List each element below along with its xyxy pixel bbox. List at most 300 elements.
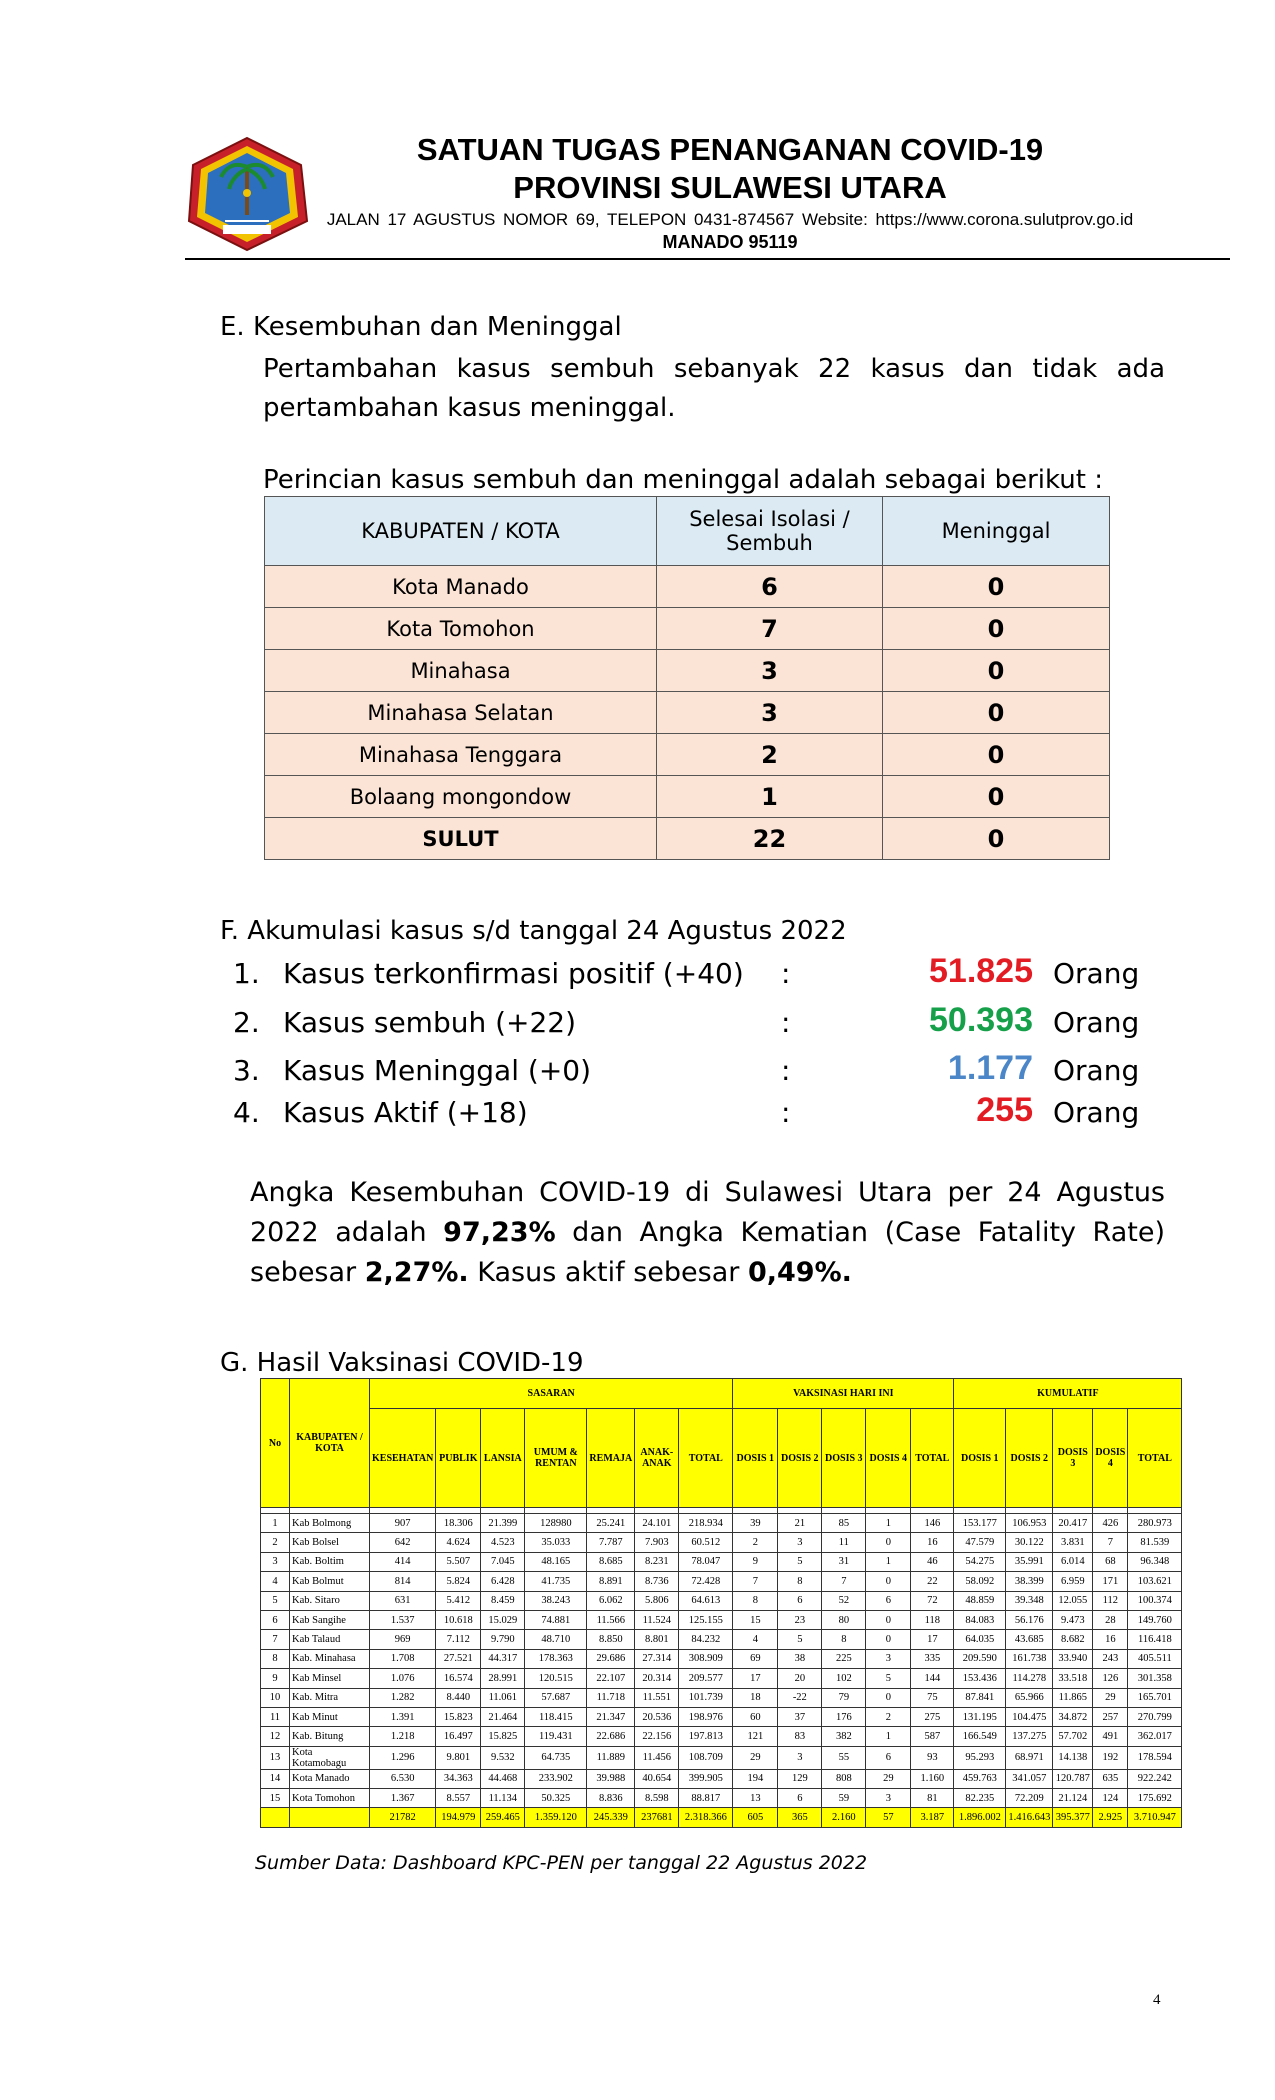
- table-cell: 21.399: [481, 1514, 525, 1533]
- table-total-row: [261, 1808, 1182, 1827]
- table-cell: 74.881: [525, 1610, 587, 1629]
- table-cell: 6: [778, 1591, 822, 1610]
- table-cell: 1.160: [911, 1769, 954, 1788]
- table-cell: 10: [261, 1688, 290, 1707]
- table-cell: 104.475: [1006, 1707, 1053, 1726]
- table-cell: 3.831: [1053, 1533, 1093, 1552]
- region-name: Kab Bolmut: [290, 1572, 370, 1591]
- table-cell: 34.363: [436, 1769, 481, 1788]
- total-cell: [261, 1808, 290, 1827]
- table-cell: 1.296: [370, 1746, 436, 1769]
- table-row: [265, 776, 1110, 818]
- table-cell: 3: [866, 1649, 911, 1668]
- table-cell: 29.686: [587, 1649, 635, 1668]
- table-cell: 8.557: [436, 1789, 481, 1808]
- table-row: [261, 1514, 1182, 1533]
- table-cell: 178.363: [525, 1649, 587, 1668]
- table-row: [261, 1610, 1182, 1629]
- deaths-value: 1.177: [947, 1049, 1033, 1087]
- table-row: [261, 1769, 1182, 1788]
- table-cell: 1: [866, 1727, 911, 1746]
- region-name: Kab. Mitra: [290, 1688, 370, 1707]
- group-sasaran: SASARAN: [370, 1379, 733, 1409]
- table-cell: 9: [733, 1552, 778, 1571]
- table-cell: 16: [1093, 1630, 1128, 1649]
- table-cell: 166.549: [954, 1727, 1006, 1746]
- active-value: 255: [976, 1091, 1033, 1129]
- table-row: [261, 1649, 1182, 1668]
- table-cell: 153.436: [954, 1669, 1006, 1688]
- table-cell: 120.515: [525, 1669, 587, 1688]
- table-cell: 64.035: [954, 1630, 1006, 1649]
- table-cell: 1.076: [370, 1669, 436, 1688]
- para-text: Angka Kesembuhan COVID-19 di Sulawesi Utara per 24 Agustus 2022 adalah: [250, 1177, 1165, 1248]
- section-f-heading: F. Akumulasi kasus s/d tanggal 24 Agustus 2022: [220, 916, 847, 946]
- table-cell: 44.468: [481, 1769, 525, 1788]
- item-label: Kasus Aktif (+18): [283, 1096, 528, 1129]
- table-cell: 7: [733, 1572, 778, 1591]
- region-name: Kab. Boltim: [290, 1552, 370, 1571]
- case-item: [233, 952, 1140, 997]
- table-cell: 11.551: [635, 1688, 679, 1707]
- sub-header: ANAK-ANAK: [635, 1409, 679, 1508]
- table-cell: 48.859: [954, 1591, 1006, 1610]
- table-cell: 83: [778, 1727, 822, 1746]
- recovery-death-table: [264, 496, 1110, 860]
- table-cell: 8.231: [635, 1552, 679, 1571]
- item-label: Kasus sembuh (+22): [283, 1006, 577, 1039]
- table-cell: 5.806: [635, 1591, 679, 1610]
- region-name: Minahasa Tenggara: [265, 734, 657, 776]
- table-cell: 17: [733, 1669, 778, 1688]
- table-row: [261, 1789, 1182, 1808]
- table-cell: 5: [778, 1630, 822, 1649]
- table-cell: 126: [1093, 1669, 1128, 1688]
- table-cell: 46: [911, 1552, 954, 1571]
- table-cell: 9: [261, 1669, 290, 1688]
- table-cell: 7.112: [436, 1630, 481, 1649]
- table-cell: 120.787: [1053, 1769, 1093, 1788]
- total-cell: 237681: [635, 1808, 679, 1827]
- table-cell: 79: [822, 1688, 866, 1707]
- table-cell: 587: [911, 1727, 954, 1746]
- table-cell: 41.735: [525, 1572, 587, 1591]
- table-cell: 52: [822, 1591, 866, 1610]
- sub-header: TOTAL: [1128, 1409, 1182, 1508]
- table-cell: 118.415: [525, 1707, 587, 1726]
- table-row: [261, 1572, 1182, 1591]
- col-header-kabupaten: KABUPATEN / KOTA: [265, 497, 657, 566]
- table-cell: 7: [1093, 1533, 1128, 1552]
- table-row: [261, 1727, 1182, 1746]
- table-cell: 8.598: [635, 1789, 679, 1808]
- item-label: Kasus Meninggal (+0): [283, 1054, 592, 1087]
- region-name: Bolaang mongondow: [265, 776, 657, 818]
- table-cell: 5.824: [436, 1572, 481, 1591]
- table-cell: 23: [778, 1610, 822, 1629]
- table-cell: 59: [822, 1789, 866, 1808]
- total-cell: 365: [778, 1808, 822, 1827]
- table-cell: 65.966: [1006, 1688, 1053, 1707]
- table-cell: 35.991: [1006, 1552, 1053, 1571]
- item-number: 3.: [233, 1054, 260, 1087]
- table-cell: 16.497: [436, 1727, 481, 1746]
- table-cell: 11.889: [587, 1746, 635, 1769]
- table-cell: 4: [261, 1572, 290, 1591]
- table-cell: 4: [733, 1630, 778, 1649]
- table-cell: 25.241: [587, 1514, 635, 1533]
- table-cell: 44.317: [481, 1649, 525, 1668]
- table-cell: 3: [866, 1789, 911, 1808]
- table-cell: 9.801: [436, 1746, 481, 1769]
- table-cell: 29: [1093, 1688, 1128, 1707]
- table-cell: 80: [822, 1610, 866, 1629]
- table-cell: 1.537: [370, 1610, 436, 1629]
- col-kabupaten: KABUPATEN / KOTA: [290, 1379, 370, 1508]
- total-cell: 3.187: [911, 1808, 954, 1827]
- section-e-intro: Perincian kasus sembuh dan meninggal adalah sebagai berikut :: [263, 465, 1103, 495]
- table-cell: 15: [733, 1610, 778, 1629]
- fatality-rate: 2,27%.: [364, 1257, 469, 1288]
- confirmed-value: 51.825: [929, 952, 1033, 990]
- table-cell: 1.218: [370, 1727, 436, 1746]
- active-rate: 0,49%.: [747, 1257, 852, 1288]
- table-cell: 20.314: [635, 1669, 679, 1688]
- table-cell: 8.891: [587, 1572, 635, 1591]
- table-cell: 3: [778, 1533, 822, 1552]
- table-cell: 9.532: [481, 1746, 525, 1769]
- total-cell: 2.925: [1093, 1808, 1128, 1827]
- table-cell: 21.124: [1053, 1789, 1093, 1808]
- table-cell: 8: [261, 1649, 290, 1668]
- table-cell: 1.708: [370, 1649, 436, 1668]
- table-cell: 27.521: [436, 1649, 481, 1668]
- table-cell: 96.348: [1128, 1552, 1182, 1571]
- sub-header: DOSIS 3: [822, 1409, 866, 1508]
- table-cell: 87.841: [954, 1688, 1006, 1707]
- table-cell: 114.278: [1006, 1669, 1053, 1688]
- table-cell: 34.872: [1053, 1707, 1093, 1726]
- table-cell: 13: [261, 1746, 290, 1769]
- table-cell: 459.763: [954, 1769, 1006, 1788]
- table-cell: 491: [1093, 1727, 1128, 1746]
- table-cell: 8.850: [587, 1630, 635, 1649]
- region-name: Kab. Minahasa: [290, 1649, 370, 1668]
- table-cell: 5: [261, 1591, 290, 1610]
- table-cell: 382: [822, 1727, 866, 1746]
- table-cell: 8.459: [481, 1591, 525, 1610]
- table-cell: 1: [866, 1552, 911, 1571]
- table-cell: 165.701: [1128, 1688, 1182, 1707]
- table-cell: 399.905: [679, 1769, 733, 1788]
- table-cell: 21.464: [481, 1707, 525, 1726]
- table-cell: 12.055: [1053, 1591, 1093, 1610]
- region-name: Kab Bolmong: [290, 1514, 370, 1533]
- table-cell: 102: [822, 1669, 866, 1688]
- table-cell: 60.512: [679, 1533, 733, 1552]
- sub-header: DOSIS 1: [954, 1409, 1006, 1508]
- sub-header: TOTAL: [679, 1409, 733, 1508]
- para-text: Kasus aktif sebesar: [468, 1257, 748, 1288]
- table-cell: 48.710: [525, 1630, 587, 1649]
- table-cell: 7.787: [587, 1533, 635, 1552]
- col-no: No: [261, 1379, 290, 1508]
- total-recovered: 22: [657, 818, 883, 860]
- section-e-paragraph: Pertambahan kasus sembuh sebanyak 22 kasus dan tidak ada pertambahan kasus meninggal.: [263, 354, 1165, 423]
- table-cell: 72: [911, 1591, 954, 1610]
- table-cell: 12: [261, 1727, 290, 1746]
- table-cell: 8.682: [1053, 1630, 1093, 1649]
- table-cell: 13: [733, 1789, 778, 1808]
- sub-header: DOSIS 1: [733, 1409, 778, 1508]
- table-cell: 78.047: [679, 1552, 733, 1571]
- table-cell: 6.428: [481, 1572, 525, 1591]
- table-cell: 11.524: [635, 1610, 679, 1629]
- table-cell: 0: [866, 1610, 911, 1629]
- table-cell: 39.988: [587, 1769, 635, 1788]
- table-cell: 6: [866, 1746, 911, 1769]
- region-name: Kab Sangihe: [290, 1610, 370, 1629]
- table-cell: 15.825: [481, 1727, 525, 1746]
- table-cell: 38.243: [525, 1591, 587, 1610]
- table-cell: 8.440: [436, 1688, 481, 1707]
- table-cell: 14: [261, 1769, 290, 1788]
- table-cell: 146: [911, 1514, 954, 1533]
- table-cell: 1.367: [370, 1789, 436, 1808]
- table-cell: 39.348: [1006, 1591, 1053, 1610]
- table-row: [265, 692, 1110, 734]
- table-cell: 118: [911, 1610, 954, 1629]
- item-unit: Orang: [1053, 1096, 1140, 1129]
- sub-header: DOSIS 4: [866, 1409, 911, 1508]
- table-cell: 7: [261, 1630, 290, 1649]
- table-cell: 8.736: [635, 1572, 679, 1591]
- vaccination-table: [260, 1378, 1182, 1828]
- item-colon: :: [781, 957, 791, 990]
- table-cell: 7.903: [635, 1533, 679, 1552]
- table-cell: 922.242: [1128, 1769, 1182, 1788]
- table-cell: 10.618: [436, 1610, 481, 1629]
- table-cell: 5: [778, 1552, 822, 1571]
- table-cell: 22.156: [635, 1727, 679, 1746]
- table-cell: 225: [822, 1649, 866, 1668]
- table-row: [265, 734, 1110, 776]
- table-cell: 9.473: [1053, 1610, 1093, 1629]
- table-cell: 144: [911, 1669, 954, 1688]
- table-cell: 171: [1093, 1572, 1128, 1591]
- table-cell: 68.971: [1006, 1746, 1053, 1769]
- header-city: MANADO 95119: [662, 232, 798, 252]
- table-cell: 11.865: [1053, 1688, 1093, 1707]
- table-cell: 14.138: [1053, 1746, 1093, 1769]
- table-cell: 95.293: [954, 1746, 1006, 1769]
- table-cell: 31: [822, 1552, 866, 1571]
- total-cell: 1.416.643: [1006, 1808, 1053, 1827]
- provincial-logo: [185, 135, 310, 253]
- table-cell: 35.033: [525, 1533, 587, 1552]
- table-cell: 0: [866, 1533, 911, 1552]
- table-cell: 64.613: [679, 1591, 733, 1610]
- table-cell: 103.621: [1128, 1572, 1182, 1591]
- total-cell: 21782: [370, 1808, 436, 1827]
- table-cell: 15: [261, 1789, 290, 1808]
- sub-header: PUBLIK: [436, 1409, 481, 1508]
- total-cell: 2.318.366: [679, 1808, 733, 1827]
- table-cell: 6.959: [1053, 1572, 1093, 1591]
- table-cell: 8.801: [635, 1630, 679, 1649]
- table-cell: 129: [778, 1769, 822, 1788]
- death-count: 0: [883, 692, 1110, 734]
- table-cell: 18: [733, 1688, 778, 1707]
- table-cell: 2: [261, 1533, 290, 1552]
- item-colon: :: [781, 1054, 791, 1087]
- table-cell: 1: [261, 1514, 290, 1533]
- table-cell: 176: [822, 1707, 866, 1726]
- table-cell: 81.539: [1128, 1533, 1182, 1552]
- table-cell: 125.155: [679, 1610, 733, 1629]
- item-number: 2.: [233, 1006, 260, 1039]
- table-cell: 17: [911, 1630, 954, 1649]
- table-cell: 57.687: [525, 1688, 587, 1707]
- table-cell: 128980: [525, 1514, 587, 1533]
- sub-header: KESEHATAN: [370, 1409, 436, 1508]
- item-unit: Orang: [1053, 957, 1140, 990]
- table-row: [261, 1552, 1182, 1571]
- table-cell: 84.083: [954, 1610, 1006, 1629]
- table-cell: 233.902: [525, 1769, 587, 1788]
- item-number: 4.: [233, 1096, 260, 1129]
- sub-header: DOSIS 4: [1093, 1409, 1128, 1508]
- data-source-note: Sumber Data: Dashboard KPC-PEN per tanggal 22 Agustus 2022: [255, 1852, 868, 1874]
- sub-header: LANSIA: [481, 1409, 525, 1508]
- group-kumulatif: KUMULATIF: [954, 1379, 1182, 1409]
- table-cell: 9.790: [481, 1630, 525, 1649]
- table-cell: 405.511: [1128, 1649, 1182, 1668]
- table-cell: 7: [822, 1572, 866, 1591]
- table-cell: 4.523: [481, 1533, 525, 1552]
- table-cell: 635: [1093, 1769, 1128, 1788]
- page-number: 4: [1153, 1992, 1161, 2008]
- region-name: Minahasa Selatan: [265, 692, 657, 734]
- table-cell: 28.991: [481, 1669, 525, 1688]
- region-name: Minahasa: [265, 650, 657, 692]
- group-hari-ini: VAKSINASI HARI INI: [733, 1379, 954, 1409]
- para-text: dan Angka Kematian (Case Fatality Rate) sebesar: [250, 1217, 1165, 1288]
- total-cell: 1.359.120: [525, 1808, 587, 1827]
- case-item: [233, 1001, 1140, 1046]
- table-cell: 11: [261, 1707, 290, 1726]
- region-name: Kota Tomohon: [265, 608, 657, 650]
- table-cell: 16.574: [436, 1669, 481, 1688]
- table-cell: 40.654: [635, 1769, 679, 1788]
- table-cell: 11.718: [587, 1688, 635, 1707]
- table-cell: 38: [778, 1649, 822, 1668]
- table-cell: 106.953: [1006, 1514, 1053, 1533]
- table-cell: 84.232: [679, 1630, 733, 1649]
- table-cell: 58.092: [954, 1572, 1006, 1591]
- table-cell: 153.177: [954, 1514, 1006, 1533]
- table-cell: 22.107: [587, 1669, 635, 1688]
- death-count: 0: [883, 650, 1110, 692]
- table-cell: 0: [866, 1688, 911, 1707]
- table-cell: 57.702: [1053, 1727, 1093, 1746]
- table-cell: 100.374: [1128, 1591, 1182, 1610]
- table-cell: 27.314: [635, 1649, 679, 1668]
- table-cell: 137.275: [1006, 1727, 1053, 1746]
- region-name: Kab Bolsel: [290, 1533, 370, 1552]
- sub-header: DOSIS 2: [1006, 1409, 1053, 1508]
- table-cell: 116.418: [1128, 1630, 1182, 1649]
- table-cell: 33.940: [1053, 1649, 1093, 1668]
- table-cell: 1.282: [370, 1688, 436, 1707]
- table-cell: 64.735: [525, 1746, 587, 1769]
- total-cell: 245.339: [587, 1808, 635, 1827]
- region-name: Kota Tomohon: [290, 1789, 370, 1808]
- table-cell: 0: [866, 1630, 911, 1649]
- table-cell: 43.685: [1006, 1630, 1053, 1649]
- table-cell: 18.306: [436, 1514, 481, 1533]
- table-cell: 270.799: [1128, 1707, 1182, 1726]
- table-cell: 642: [370, 1533, 436, 1552]
- table-cell: 33.518: [1053, 1669, 1093, 1688]
- table-cell: 7.045: [481, 1552, 525, 1571]
- table-row: [261, 1669, 1182, 1688]
- table-cell: 414: [370, 1552, 436, 1571]
- sub-header: DOSIS 3: [1053, 1409, 1093, 1508]
- table-cell: 426: [1093, 1514, 1128, 1533]
- total-label: SULUT: [265, 818, 657, 860]
- case-item: [233, 1091, 1140, 1136]
- table-cell: 197.813: [679, 1727, 733, 1746]
- table-cell: 8: [822, 1630, 866, 1649]
- table-cell: 54.275: [954, 1552, 1006, 1571]
- table-cell: 8: [778, 1572, 822, 1591]
- total-cell: 1.896.002: [954, 1808, 1006, 1827]
- table-cell: 301.358: [1128, 1669, 1182, 1688]
- item-unit: Orang: [1053, 1006, 1140, 1039]
- total-cell: 259.465: [481, 1808, 525, 1827]
- table-cell: 11.061: [481, 1688, 525, 1707]
- table-cell: 88.817: [679, 1789, 733, 1808]
- table-cell: 29: [733, 1746, 778, 1769]
- table-cell: 4.624: [436, 1533, 481, 1552]
- recovered-count: 7: [657, 608, 883, 650]
- table-cell: 280.973: [1128, 1514, 1182, 1533]
- table-cell: 6.014: [1053, 1552, 1093, 1571]
- table-cell: 192: [1093, 1746, 1128, 1769]
- table-cell: 16: [911, 1533, 954, 1552]
- table-cell: 28: [1093, 1610, 1128, 1629]
- table-cell: 21: [778, 1514, 822, 1533]
- table-cell: 8.836: [587, 1789, 635, 1808]
- table-cell: 37: [778, 1707, 822, 1726]
- region-name: Kab Minsel: [290, 1669, 370, 1688]
- table-cell: 72.209: [1006, 1789, 1053, 1808]
- table-cell: 20: [778, 1669, 822, 1688]
- table-cell: 15.029: [481, 1610, 525, 1629]
- table-cell: 198.976: [679, 1707, 733, 1726]
- sub-header: DOSIS 2: [778, 1409, 822, 1508]
- table-cell: 121: [733, 1727, 778, 1746]
- recovered-value: 50.393: [929, 1001, 1033, 1039]
- table-cell: 60: [733, 1707, 778, 1726]
- table-cell: 5: [866, 1669, 911, 1688]
- table-cell: 50.325: [525, 1789, 587, 1808]
- table-cell: 93: [911, 1746, 954, 1769]
- col-header-sembuh: Selesai Isolasi / Sembuh: [657, 497, 883, 566]
- total-deaths: 0: [883, 818, 1110, 860]
- table-cell: 218.934: [679, 1514, 733, 1533]
